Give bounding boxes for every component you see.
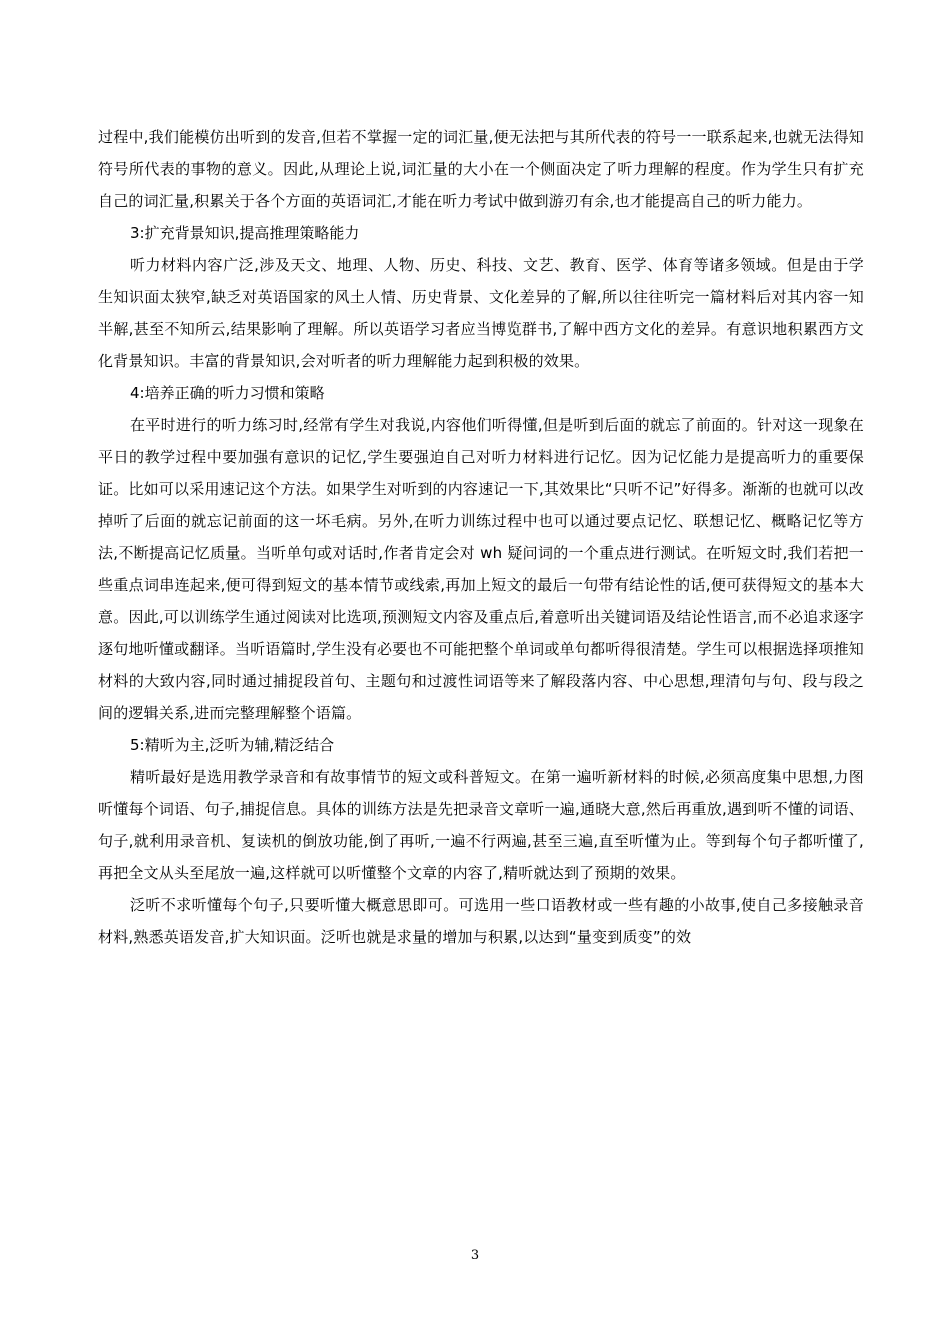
paragraph-intensive-listening: 精听最好是选用教学录音和有故事情节的短文或科普短文。在第一遍听新材料的时候,必须高度集中思想,力图听懂每个词语、句子,捕捉信息。具体的训练方法是先把录音文章听一遍,通晓大意,然后再重放,遇到听不懂的词语、句子,就利用录音机、复读机的倒放功能,倒了再听,一遍不行两遍,甚至三遍,直至听懂为止。等到每个句子都听懂了,再把全文从头至尾放一遍,这样就可以听懂整个文章的内容了,精听就达到了预期的效果。 xyxy=(98,768,864,882)
document-body xyxy=(98,121,864,953)
page-number: 3 xyxy=(470,1248,480,1263)
paragraph-extensive-listening: 泛听不求听懂每个句子,只要听懂大概意思即可。可选用一些口语教材或一些有趣的小故事,使自己多接触录音材料,熟悉英语发音,扩大知识面。泛听也就是求量的增加与积累,以达到“量变到质变”的效 xyxy=(98,896,864,946)
paragraph-background-knowledge: 听力材料内容广泛,涉及天文、地理、人物、历史、科技、文艺、教育、医学、体育等诸多领域。但是由于学生知识面太狭窄,缺乏对英语国家的风土人情、历史背景、文化差异的了解,所以往往听完一篇材料后对其内容一知半解,甚至不知所云,结果影响了理解。所以英语学习者应当博览群书,了解中西方文化的差异。有意识地积累西方文化背景知识。丰富的背景知识,会对听者的听力理解能力起到积极的效果。 xyxy=(98,256,864,370)
paragraph-listening-habits: 在平时进行的听力练习时,经常有学生对我说,内容他们听得懂,但是听到后面的就忘了前面的。针对这一现象在平日的教学过程中要加强有意识的记忆,学生要强迫自己对听力材料进行记忆。因为记忆能力是提高听力的重要保证。比如可以采用速记这个方法。如果学生对听到的内容速记一下,其效果比“只听不记”好得多。渐渐的也就可以改掉听了后面的就忘记前面的这一坏毛病。另外,在听力训练过程中也可以通过要点记忆、联想记忆、概略记忆等方法,不断提高记忆质量。当听单句或对话时,作者肯定会对 wh 疑问词的一个重点进行测试。在听短文时,我们若把一些重点词串连起来,便可得到短文的基本情节或线索,再加上短文的最后一句带有结论性的话,便可获得短文的基本大意。因此,可以训练学生通过阅读对比选项,预测短文内容及重点后,着意听出关键词语及结论性语言,而不必追求逐字逐句地听懂或翻译。当听语篇时,学生没有必要也不可能把整个单词或单句都听得很清楚。学生可以根据选择项推知材料的大致内容,同时通过捕捉段首句、主题句和过渡性词语等来了解段落内容、中心思想,理清句与句、段与段之间的逻辑关系,进而完整理解整个语篇。 xyxy=(98,416,864,722)
section-heading-5: 5:精听为主,泛听为辅,精泛结合 xyxy=(130,736,335,754)
section-heading-4: 4:培养正确的听力习惯和策略 xyxy=(130,384,325,402)
paragraph-vocabulary: 过程中,我们能模仿出听到的发音,但若不掌握一定的词汇量,便无法把与其所代表的符号一一联系起来,也就无法得知符号所代表的事物的意义。因此,从理论上说,词汇量的大小在一个侧面决定了听力理解的程度。作为学生只有扩充自己的词汇量,积累关于各个方面的英语词汇,才能在听力考试中做到游刃有余,也才能提高自己的听力能力。 xyxy=(98,128,864,210)
section-heading-3: 3:扩充背景知识,提高推理策略能力 xyxy=(130,224,360,242)
